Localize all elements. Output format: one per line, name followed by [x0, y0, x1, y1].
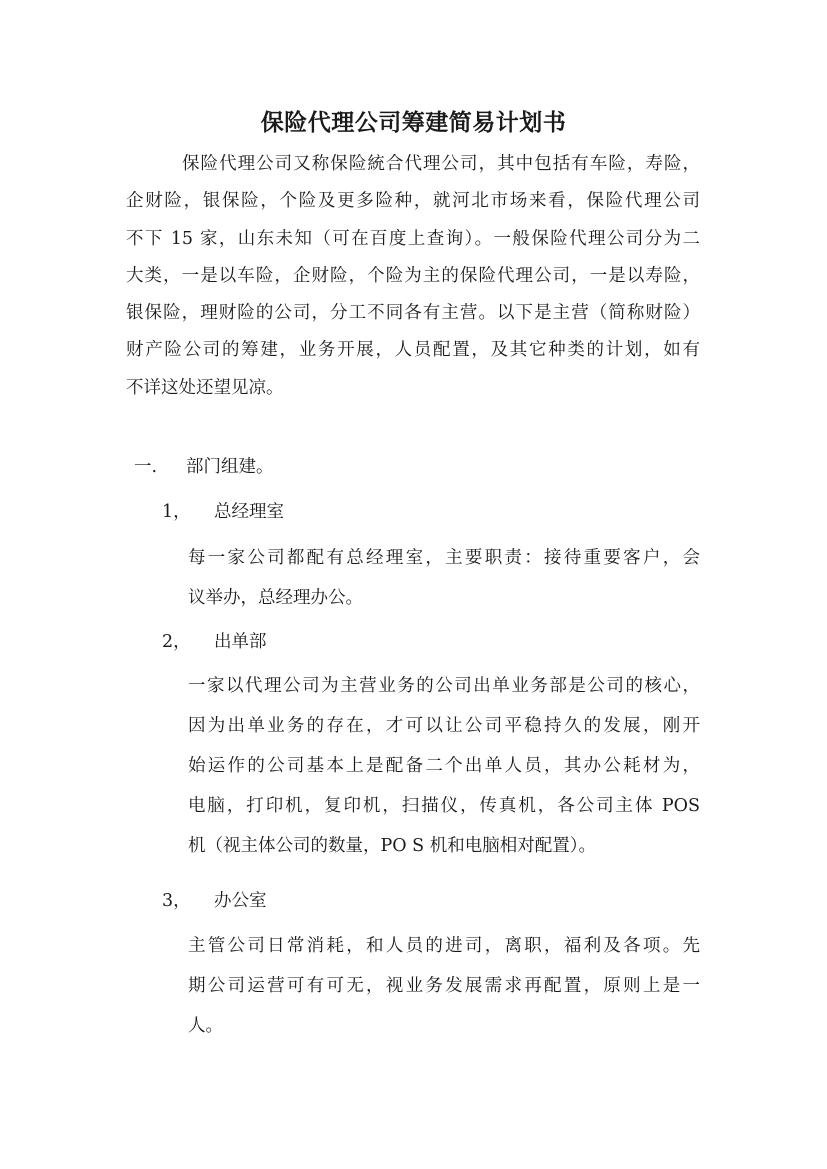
- item-number: 2，: [162, 632, 191, 652]
- intro-line: 企财险，银保险，个险及更多险种，就河北市场来看，保险代理公司: [126, 191, 700, 212]
- item-body-1: [188, 538, 700, 618]
- section-number: 一.: [134, 457, 158, 477]
- item-body-line: 人。: [188, 1016, 223, 1036]
- item-heading-3: [162, 886, 267, 916]
- item-label: 出单部: [214, 632, 267, 652]
- item-number: 1，: [162, 502, 191, 522]
- item-body-line: 每一家公司都配有总经理室，主要职责：接待重要客户，会: [188, 548, 700, 568]
- intro-line: 保险代理公司又称保险統合代理公司，其中包括有车险，寿险，: [182, 154, 700, 174]
- item-body-line: 始运作的公司基本上是配备二个出单人员，其办公耗材为，: [188, 756, 700, 776]
- item-body-3: [188, 926, 700, 1046]
- intro-line: 不下 15 家，山东未知（可在百度上查询）。一般保险代理公司分为二: [126, 228, 700, 249]
- item-label: 办公室: [214, 891, 267, 911]
- item-heading-2: [162, 627, 267, 657]
- item-body-line: 电脑，打印机，复印机，扫描仪，传真机，各公司主体 POS: [188, 796, 700, 816]
- section-label: 部门组建。: [186, 457, 274, 477]
- intro-paragraph: [126, 146, 700, 407]
- intro-line: 财产险公司的筹建，业务开展，人员配置，及其它种类的计划，如有: [126, 340, 700, 361]
- document-title: 保险代理公司筹建简易计划书: [260, 109, 567, 136]
- item-number: 3，: [162, 891, 191, 911]
- item-body-line: 因为出单业务的存在，才可以让公司平稳持久的发展，刚开: [188, 716, 700, 736]
- intro-line: 银保险，理财险的公司，分工不同各有主营。以下是主营（简称财险）: [126, 303, 700, 324]
- item-heading-1: [162, 497, 284, 527]
- item-body-line: 主管公司日常消耗，和人员的进司，离职，福利及各项。先: [188, 936, 700, 956]
- intro-line: 大类，一是以车险，企财险，个险为主的保险代理公司，一是以寿险，: [126, 265, 700, 286]
- item-body-line: 议举办，总经理办公。: [188, 588, 363, 608]
- item-body-line: 机（视主体公司的数量，PO S 机和电脑相对配置）。: [188, 836, 596, 856]
- item-body-2: [188, 666, 700, 866]
- item-body-line: 期公司运营可有可无，视业务发展需求再配置，原则上是一: [188, 976, 700, 996]
- intro-line: 不详这处还望见凉。: [126, 377, 284, 398]
- item-body-line: 一家以代理公司为主营业务的公司出单业务部是公司的核心，: [188, 676, 700, 696]
- section-heading-1: [134, 452, 274, 482]
- item-label: 总经理室: [214, 502, 284, 522]
